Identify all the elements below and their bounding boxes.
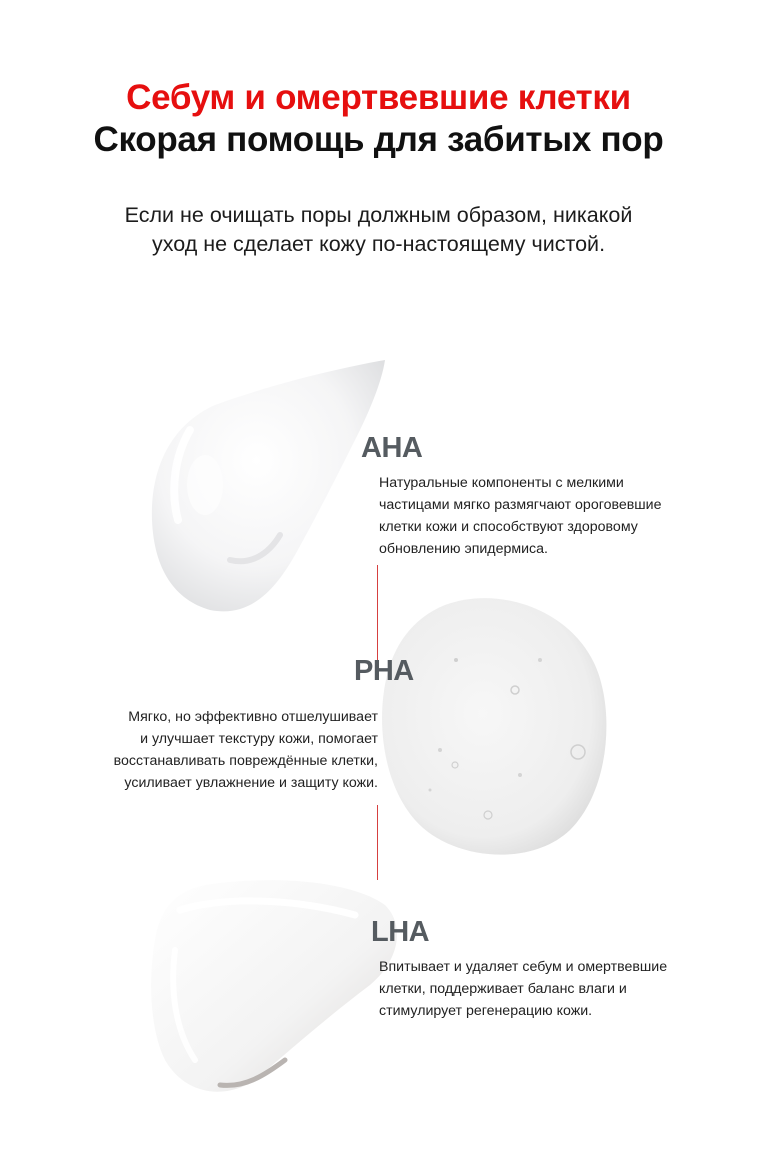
description-line: клетки кожи и способствуют здоровому xyxy=(379,519,638,535)
aha-description xyxy=(379,472,661,560)
pha-gel-swatch xyxy=(382,598,606,854)
divider-line xyxy=(377,805,378,880)
aha-heading: AHA xyxy=(361,432,423,464)
lha-cream-swatch xyxy=(151,880,397,1092)
headline-red: Себум и омертвевшие клетки xyxy=(126,78,631,117)
headline-black: Скорая помощь для забитых пор xyxy=(93,120,664,159)
description-line: клетки, поддерживает баланс влаги и xyxy=(379,981,627,997)
description-line: Натуральные компоненты с мелкими xyxy=(379,475,624,491)
description-line: Впитывает и удаляет себум и омертвевшие xyxy=(379,959,668,975)
description-line: восстанавливать повреждённые клетки, xyxy=(113,753,378,769)
intro-line: уход не сделает кожу по-настоящему чистой. xyxy=(151,232,606,256)
description-line: стимулирует регенерацию кожи. xyxy=(379,1003,593,1019)
lha-description xyxy=(379,956,667,1022)
description-line: Мягко, но эффективно отшелушивает xyxy=(128,709,378,725)
aha-cream-swatch xyxy=(152,360,385,611)
pha-description xyxy=(60,706,378,794)
intro-line: Если не очищать поры должным образом, никакой xyxy=(124,203,633,227)
description-line: обновлению эпидермиса. xyxy=(379,541,548,557)
lha-heading: LHA xyxy=(371,916,430,948)
description-line: и улучшает текстуру кожи, помогает xyxy=(140,731,378,747)
description-line: частицами мягко размягчают ороговевшие xyxy=(379,497,662,513)
pha-heading: PHA xyxy=(354,655,414,687)
intro-text xyxy=(0,201,757,259)
description-line: усиливает увлажнение и защиту кожи. xyxy=(124,775,378,791)
